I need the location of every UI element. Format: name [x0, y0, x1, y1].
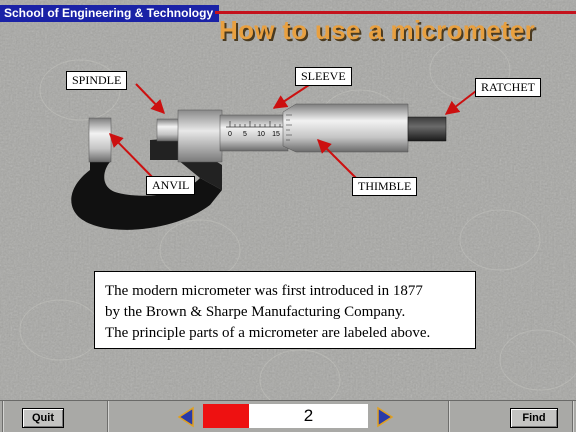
- scale-number: 15: [272, 131, 280, 138]
- progress-indicator: [203, 404, 249, 428]
- page-title: How to use a micrometer: [219, 15, 536, 45]
- quit-button[interactable]: Quit: [22, 408, 64, 428]
- previous-arrow-icon[interactable]: [176, 406, 198, 428]
- ratchet: [408, 117, 446, 141]
- page-number: 2: [249, 404, 368, 428]
- school-name-bar: School of Engineering & Technology: [0, 5, 219, 22]
- label-thimble: THIMBLE: [352, 177, 417, 196]
- description-line: The modern micrometer was first introduced in 1877: [105, 283, 423, 299]
- label-anvil: ANVIL: [146, 176, 195, 195]
- description-box: [94, 271, 476, 349]
- description-line: by the Brown & Sharpe Manufacturing Company.: [105, 304, 406, 320]
- scale-number: 10: [257, 131, 265, 138]
- label-sleeve: SLEEVE: [295, 67, 352, 86]
- anvil: [89, 118, 111, 162]
- scale-number: 0: [228, 131, 232, 138]
- find-button[interactable]: Find: [510, 408, 558, 428]
- description-line: The principle parts of a micrometer are labeled above.: [105, 325, 431, 341]
- label-ratchet: RATCHET: [475, 78, 541, 97]
- thimble: [283, 104, 408, 152]
- label-spindle: SPINDLE: [66, 71, 127, 90]
- scale-number: 5: [243, 131, 247, 138]
- next-arrow-icon[interactable]: [373, 406, 395, 428]
